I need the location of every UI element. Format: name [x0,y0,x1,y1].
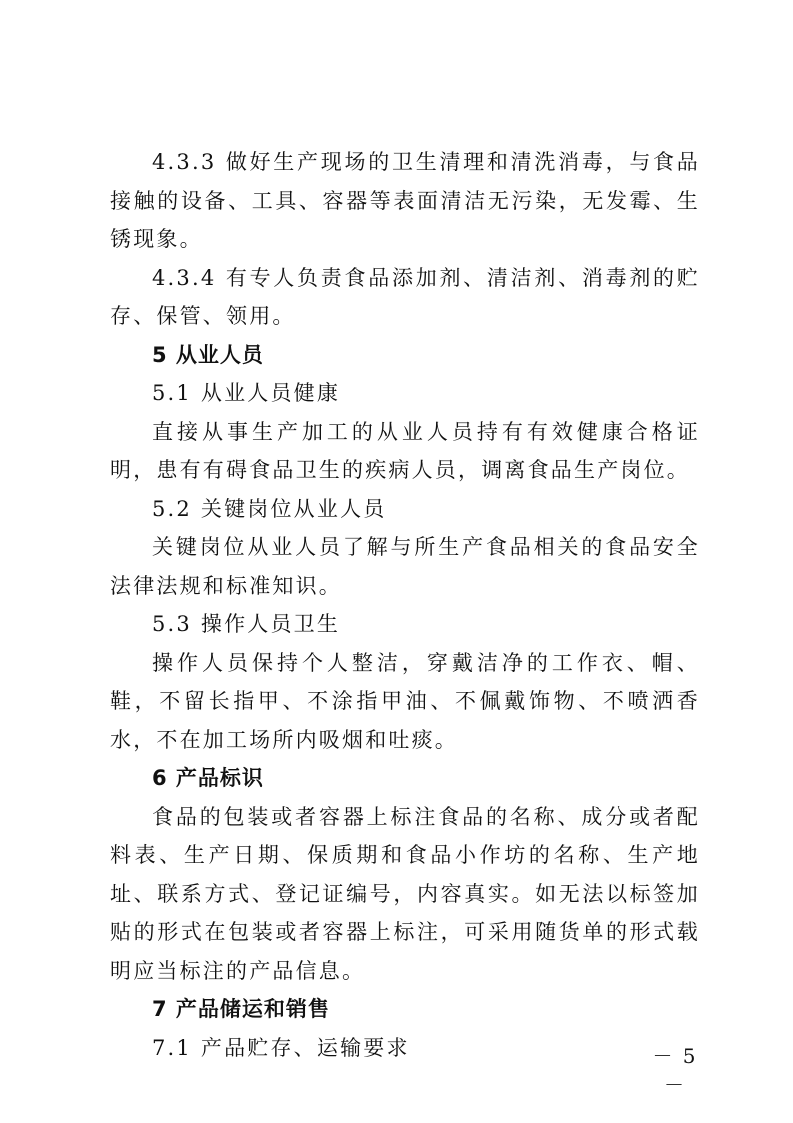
paragraph-6: 食品的包装或者容器上标注食品的名称、成分或者配料表、生产日期、保质期和食品小作坊的名称、生产地址、联系方式、登记证编号，内容真实。如无法以标签加贴的形式在包装或者容器上标注，可采用随货单的形式载明应当标注的产品信息。 [110,804,700,983]
clause-4-3-4: 4.3.4 有专人负责食品添加剂、清洁剂、消毒剂的贮存、保管、领用。 [110,265,700,328]
page-number: － 5 － [652,1044,698,1097]
paragraph-5-2: 关键岗位从业人员了解与所生产食品相关的食品安全法律法规和标准知识。 [110,535,700,598]
clause-4-3-3: 4.3.3 做好生产现场的卫生清理和清洗消毒，与食品接触的设备、工具、容器等表面清洁无污染，无发霉、生锈现象。 [110,150,700,251]
subsection-title-5-3: 5.3 操作人员卫生 [152,612,341,636]
subsection-title-7-1: 7.1 产品贮存、运输要求 [152,1035,410,1060]
subsection-title-5-2: 5.2 关键岗位从业人员 [152,496,387,521]
paragraph-5-1: 直接从事生产加工的从业人员持有有效健康合格证明，患有有碍食品卫生的疾病人员，调离食品生产岗位。 [110,419,700,482]
paragraph-5-3: 操作人员保持个人整洁，穿戴洁净的工作衣、帽、鞋，不留长指甲、不涂指甲油、不佩戴饰物、不喷洒香水，不在加工场所内吸烟和吐痰。 [110,650,700,752]
section-heading-5: 5 从业人员 [152,342,264,367]
subsection-title-5-1: 5.1 从业人员健康 [152,381,341,405]
section-heading-6: 6 产品标识 [152,766,264,790]
section-heading-7: 7 产品储运和销售 [152,997,330,1021]
document-body [110,143,700,1067]
